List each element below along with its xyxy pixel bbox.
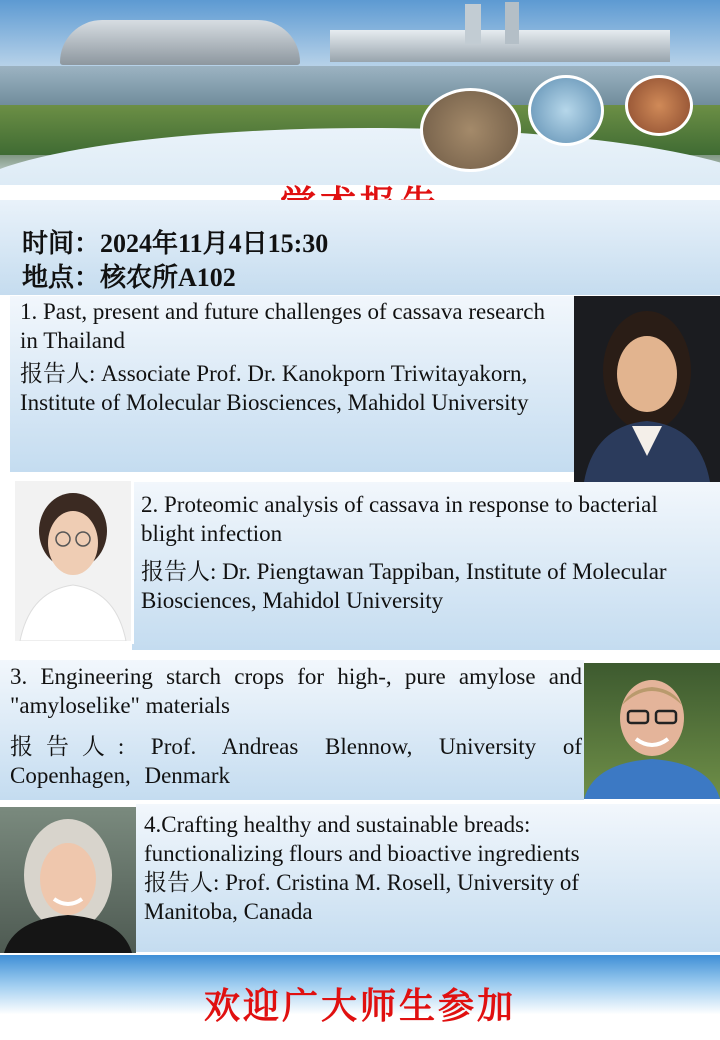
speaker-photo-4 [0, 807, 136, 953]
location-label: 地点： [22, 263, 101, 292]
talk-reporter: 报告人: Dr. Piengtawan Tappiban, Institute of Molecular Biosciences, Mahidol University [141, 559, 667, 613]
banner-tower [465, 4, 481, 44]
talk-title: 1. Past, present and future challenges of cassava research in Thailand [20, 299, 545, 353]
banner-circle-garden [625, 75, 693, 136]
banner-tower [505, 2, 519, 44]
speaker-photo-3 [584, 663, 720, 799]
time-value: 2024年11月4日15:30 [100, 229, 329, 258]
speaker-photo-1 [574, 296, 720, 482]
talk-card-2 [132, 482, 720, 650]
talk-card-1 [10, 296, 574, 472]
footer-invitation: 欢迎广大师生参加 [203, 986, 516, 1026]
talk-reporter: 报告人: Prof. Andreas Blennow, University of Copenhagen, Denmark [10, 734, 582, 788]
header-banner-image [0, 0, 720, 185]
talk-reporter: 报告人: Associate Prof. Dr. Kanokporn Triwitayakorn, Institute of Molecular Biosciences, Mahidol University [20, 361, 529, 415]
time-line [22, 223, 328, 260]
location-value: 核农所A102 [100, 263, 236, 292]
speaker-photo-2 [12, 478, 134, 644]
banner-lake [0, 66, 720, 110]
talk-card-4 [136, 804, 720, 952]
banner-circle-stone [420, 88, 521, 172]
location-line [22, 257, 236, 294]
talk-title: 2. Proteomic analysis of cassava in response to bacterial blight infection [141, 492, 658, 546]
talk-card-3 [0, 660, 584, 800]
talk-title: 3. Engineering starch crops for high-, pure amylose and "amyloselike" materials [10, 664, 582, 718]
talk-reporter: 报告人: Prof. Cristina M. Rosell, University of Manitoba, Canada [144, 870, 580, 924]
event-info [0, 200, 720, 295]
banner-circle-city [528, 75, 604, 146]
banner-building-hall [330, 30, 670, 62]
talk-title: 4.Crafting healthy and sustainable breads: functionalizing flours and bioactive ingredients [144, 812, 580, 866]
time-label: 时间： [22, 229, 101, 258]
banner-building-stadium [60, 20, 300, 65]
